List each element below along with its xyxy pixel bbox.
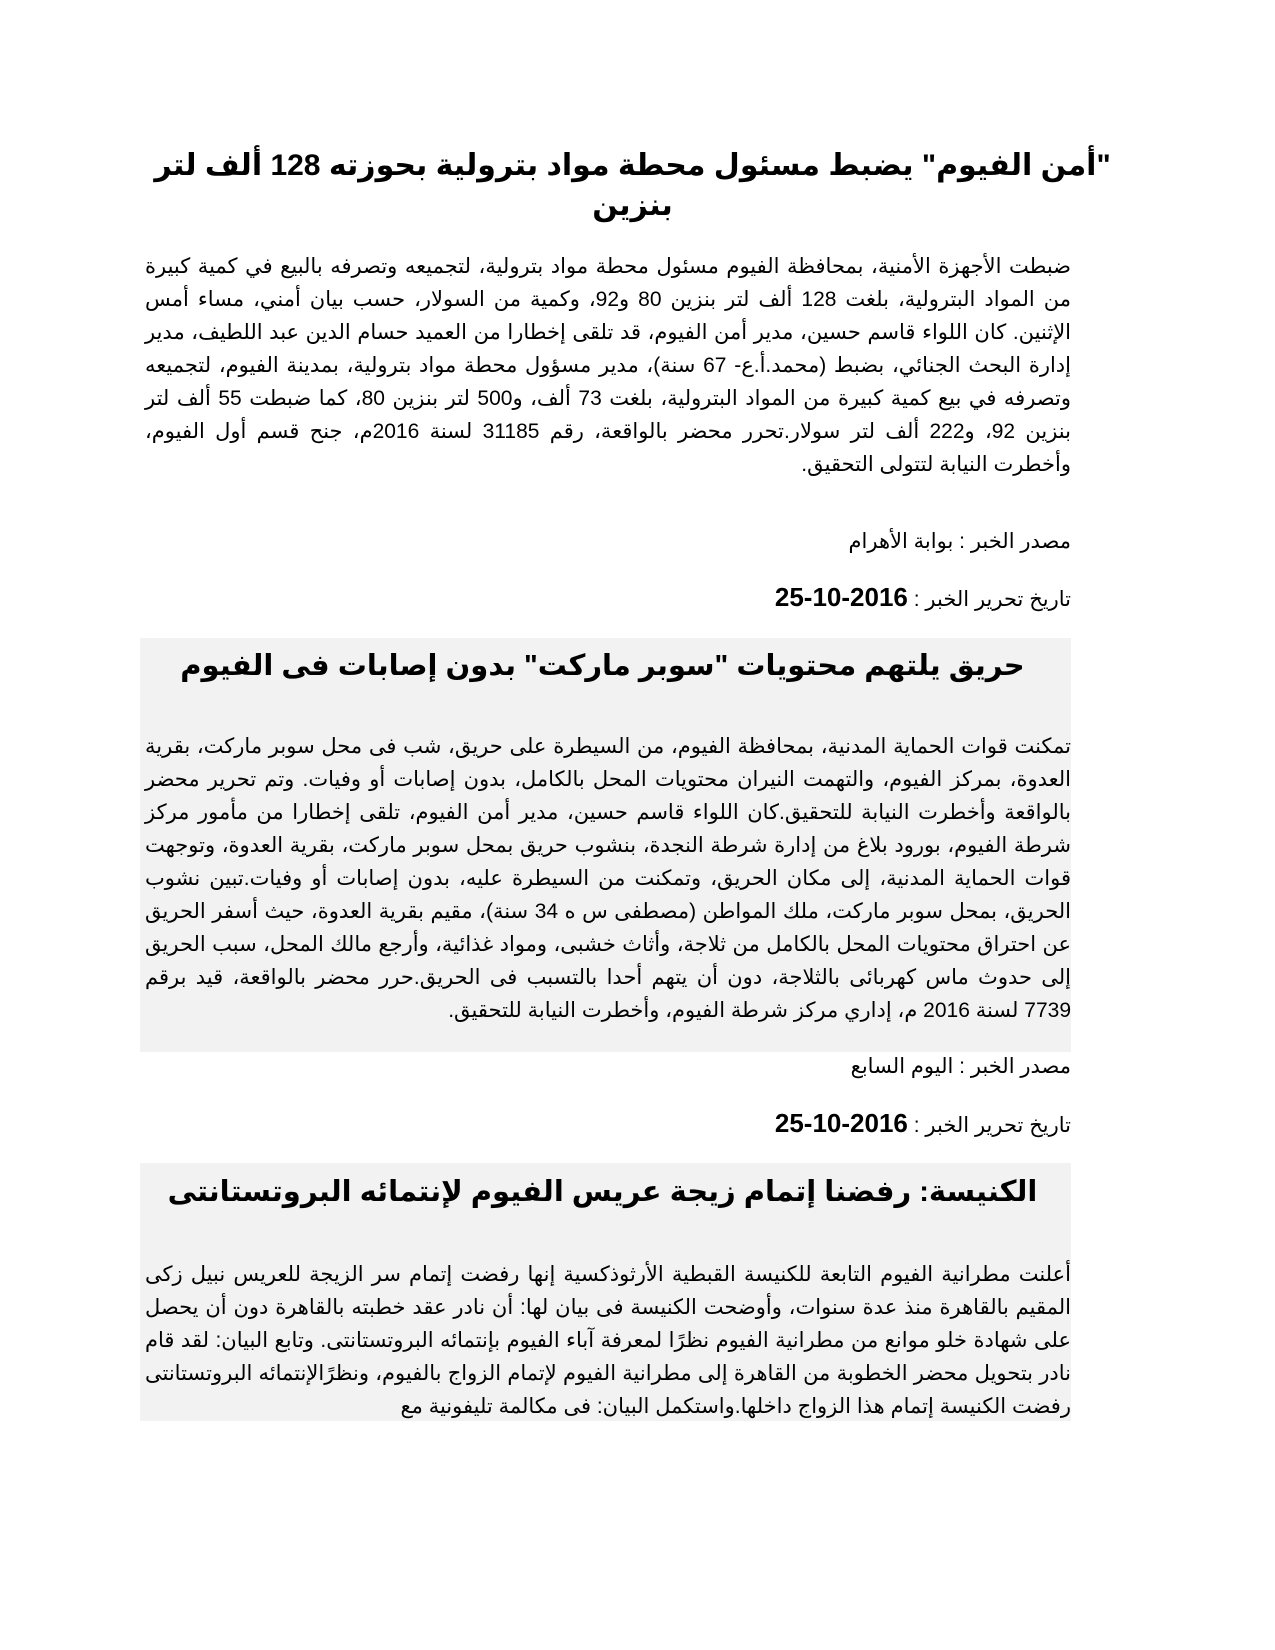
article-date: [775, 582, 1071, 615]
date-value: 2016-10-25: [774, 582, 908, 612]
article-headline: الكنيسة: رفضنا إتمام زيجة عريس الفيوم لإنتمائه البروتستانتى: [167, 1176, 1038, 1208]
article-headline: حريق يلتهم محتويات "سوبر ماركت" بدون إصابات فى الفيوم: [180, 650, 1025, 682]
date-label: تاريخ تحرير الخبر :: [913, 1114, 1071, 1137]
source-label: مصدر الخبر :: [959, 1055, 1071, 1078]
article-body: ضبطت الأجهزة الأمنية، بمحافظة الفيوم مسئول محطة مواد بترولية، لتجميعه وتصرفه بالبيع في كمية كبيرة من المواد البترولية، بلغت 128 ألف لتر بنزين 80 و92، وكمية من السولار، حسب بيان أمني، مساء أمس الإثنين. كان اللواء قاسم حسين، مدير أمن الفيوم، قد تلقى إخطارا من العميد حسام الدين عبد اللطيف، مدير إدارة البحث الجنائي، بضبط (محمد.أ.ع- 67 سنة)، مدير مسؤول محطة مواد بترولية، بمدينة الفيوم، لتجميعه وتصرفه في بيع كمية كبيرة من المواد البترولية، بلغت 73 ألف، و500 لتر بنزين 80، كما ضبطت 55 ألف لتر بنزين 92، و222 ألف لتر سولار.تحرر محضر بالواقعة، رقم 31185 لسنة 2016م، جنح قسم أول الفيوم، وأخطرت النيابة لتتولى التحقيق.: [145, 255, 1071, 476]
date-label: تاريخ تحرير الخبر :: [913, 588, 1071, 611]
article-body: أعلنت مطرانية الفيوم التابعة للكنيسة القبطية الأرثوذكسية إنها رفضت إتمام سر الزيجة للعريس نبيل زكى المقيم بالقاهرة منذ عدة سنوات، وأوضحت الكنيسة فى بيان لها: أن نادر عقد خطبته بالقاهرة دون أن يحصل على شهادة خلو موانع من مطرانية الفيوم نظرًا لمعرفة آباء الفيوم بإنتمائه البروتستانتى. وتابع البيان: لقد قام نادر بتحويل محضر الخطوبة من القاهرة إلى مطرانية الفيوم لإتمام الزواج بالفيوم، ونظرًالإنتمائه البروتستانتى رفضت الكنيسة إتمام هذا الزواج داخلها.واستكمل البيان: فى مكالمة تليفونية مع: [145, 1263, 1071, 1418]
source-name: بوابة الأهرام: [848, 530, 954, 553]
article-body: تمكنت قوات الحماية المدنية، بمحافظة الفيوم، من السيطرة على حريق، شب فى محل سوبر ماركت، بقرية العدوة، بمركز الفيوم، والتهمت النيران محتويات المحل بالكامل، بدون إصابات أو وفيات. وتم تحرير محضر بالواقعة وأخطرت النيابة للتحقيق.كان اللواء قاسم حسين، مدير أمن الفيوم، تلقى إخطارا من مأمور مركز شرطة الفيوم، بورود بلاغ من إدارة شرطة النجدة، بنشوب حريق بمحل سوبر ماركت، بقرية العدوة، وتوجهت قوات الحماية المدنية، إلى مكان الحريق، وتمكنت من السيطرة عليه، بدون إصابات أو وفيات.تبين نشوب الحريق، بمحل سوبر ماركت، ملك المواطن (مصطفى س ه 34 سنة)، مقيم بقرية العدوة، حيث أسفر الحريق عن احتراق محتويات المحل بالكامل من ثلاجة، وأثاث خشبى، ومواد غذائية، وأرجع مالك المحل، سبب الحريق إلى حدوث ماس كهربائى بالثلاجة، دون أن يتهم أحدا بالتسبب فى الحريق.حرر محضر بالواقعة، قيد برقم 7739 لسنة 2016 م، إداري مركز شرطة الفيوم، وأخطرت النيابة للتحقيق.: [145, 735, 1071, 1022]
article-date: [775, 1108, 1071, 1141]
article-headline: "أمن الفيوم" يضبط مسئول محطة مواد بترولية بحوزته 128 ألف لتر بنزين: [154, 149, 1111, 222]
article-source: [851, 1052, 1071, 1082]
article-source: [849, 527, 1071, 557]
date-value: 2016-10-25: [774, 1108, 908, 1138]
source-label: مصدر الخبر :: [959, 530, 1071, 553]
source-name: اليوم السابع: [850, 1055, 954, 1078]
